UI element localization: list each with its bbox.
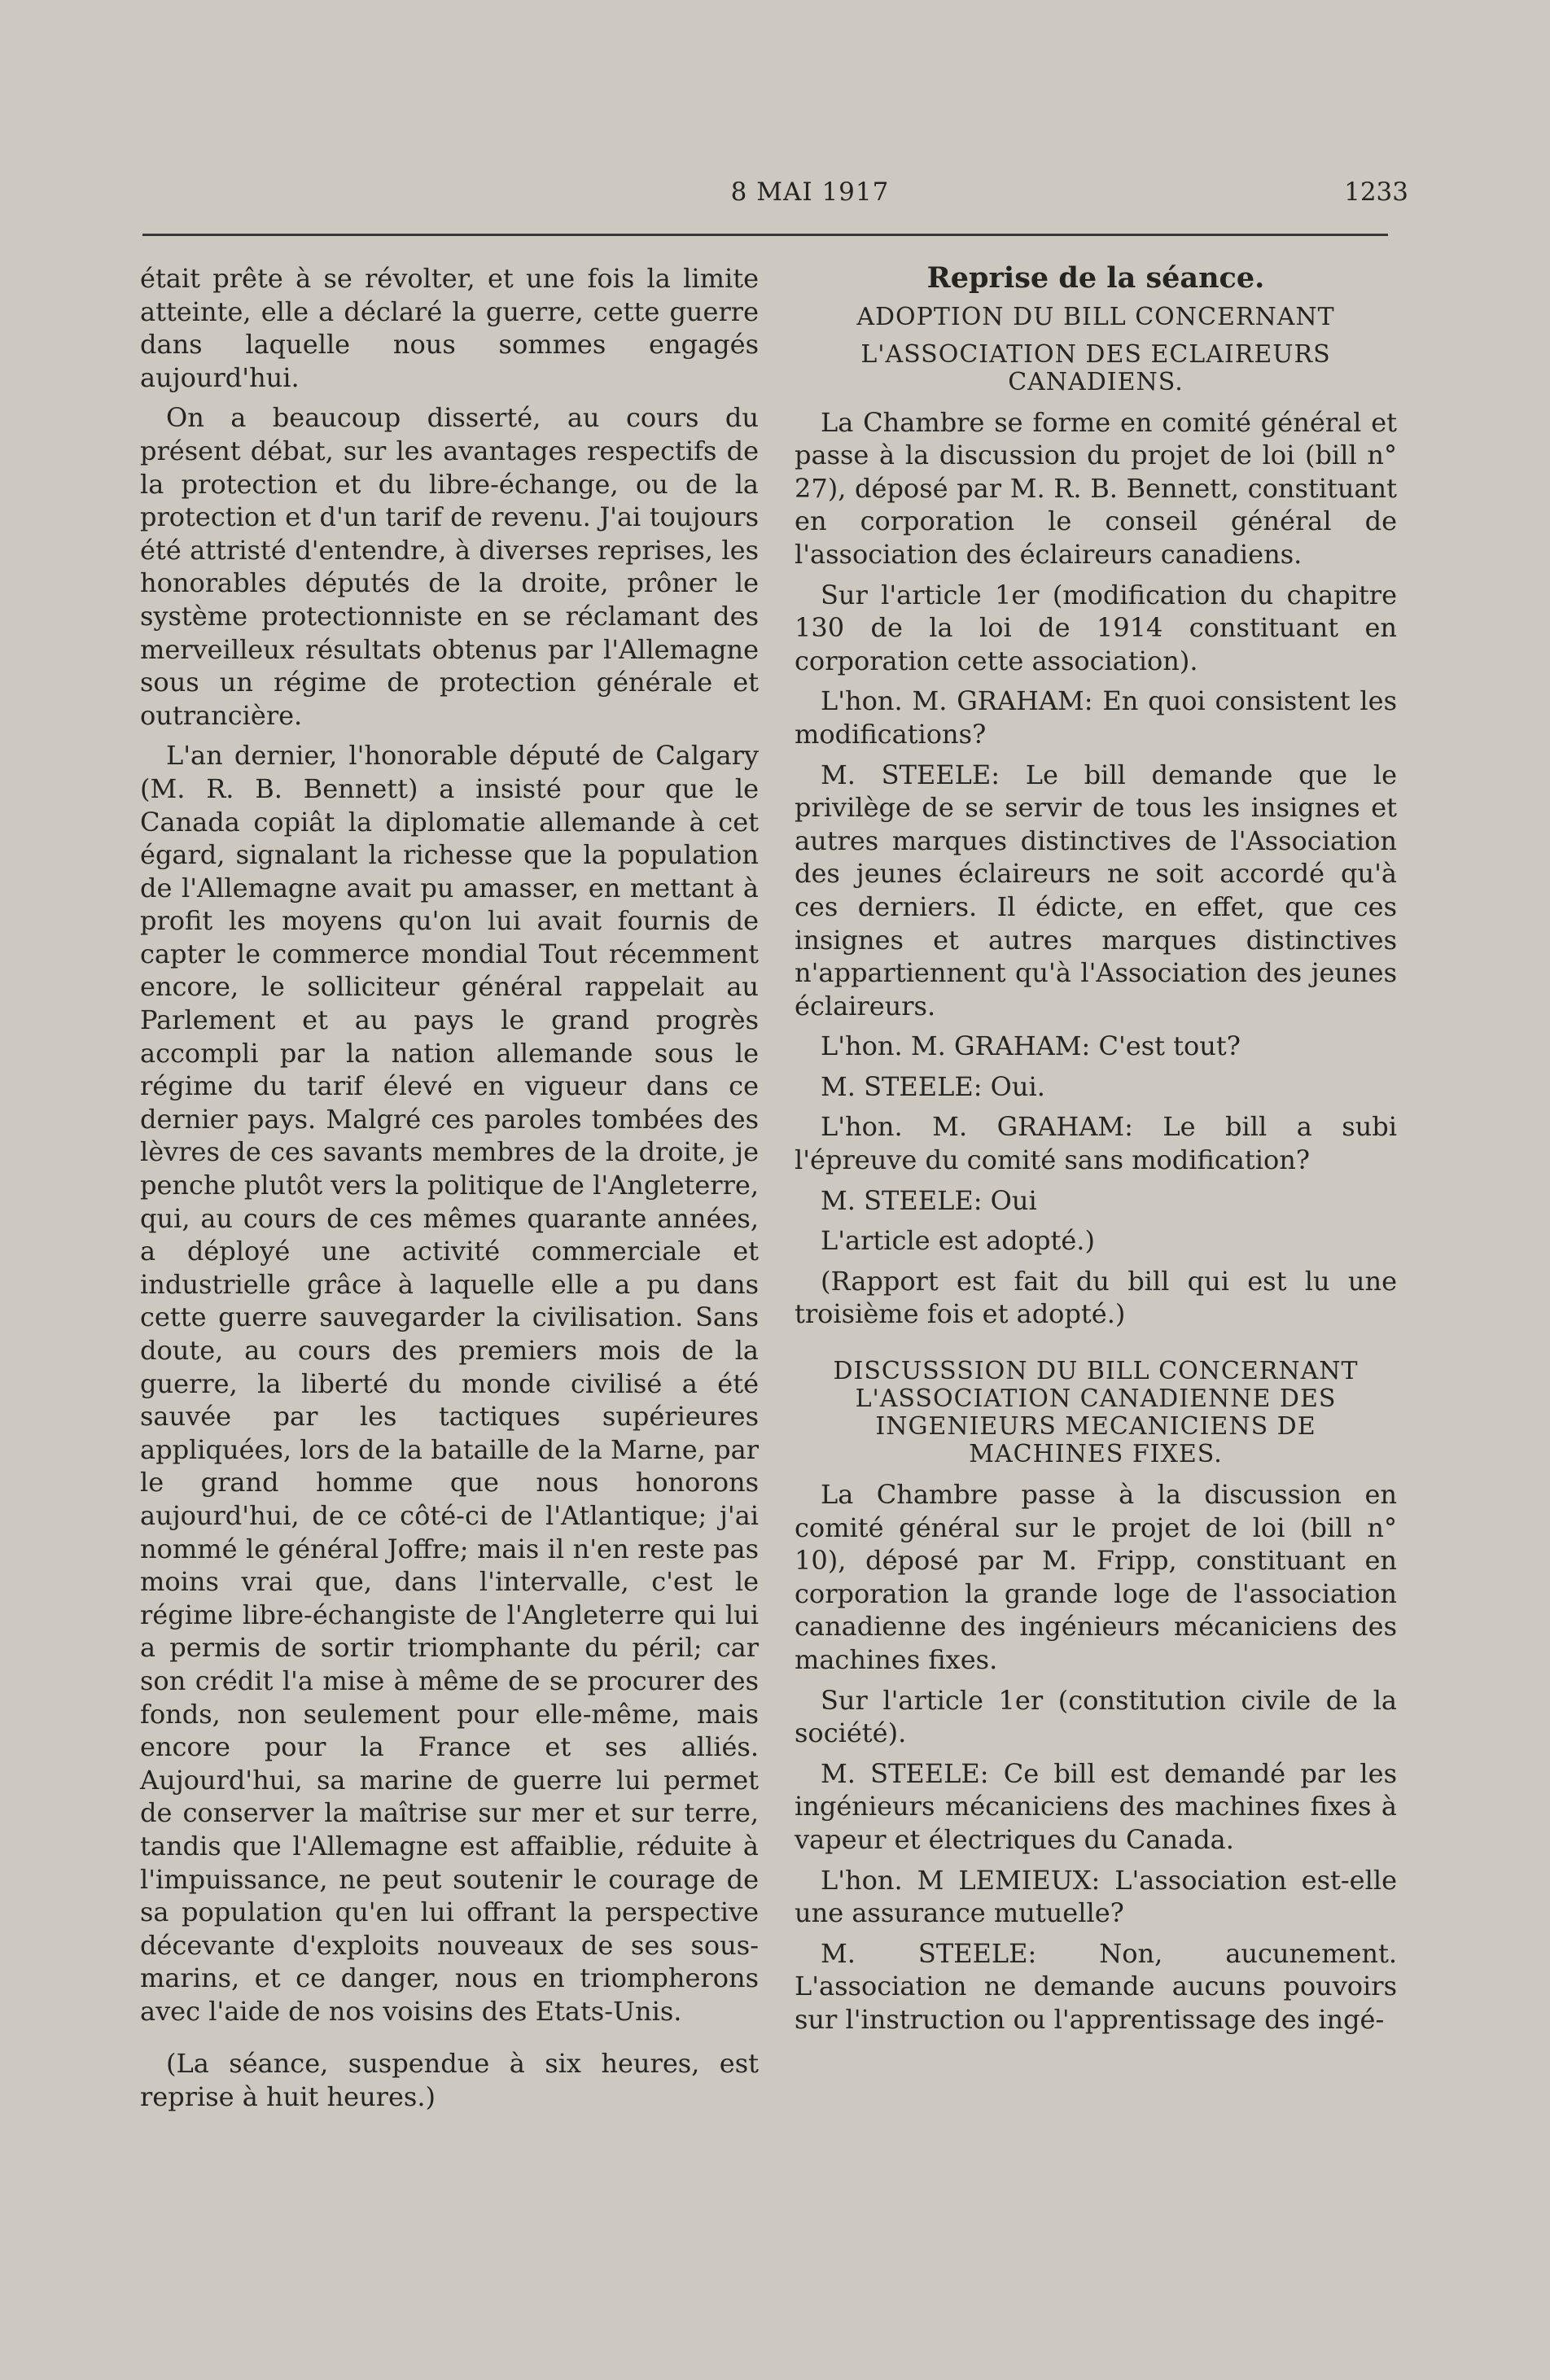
header-date: 8 MAI 1917 bbox=[730, 177, 890, 207]
paragraph: L'article est adopté.) bbox=[821, 1225, 1095, 1257]
paragraph: L'hon. M. GRAHAM: C'est tout? bbox=[821, 1030, 1241, 1062]
heading-association: L'ASSOCIATION DES ECLAIREURS CANADIENS. bbox=[860, 339, 1331, 396]
section-title: Reprise de la séance. bbox=[926, 261, 1265, 295]
paragraph: M. STEELE: Non, aucunement. L'association ne demande aucuns pouvoirs sur l'instruction ou l'apprentissage des ingé- bbox=[795, 1937, 1397, 2035]
paragraph: était prête à se révolter, et une fois la limite atteinte, elle a déclaré la guerre, cette guerre dans laquelle nous sommes engagés aujourd'hui. bbox=[140, 263, 759, 393]
paragraph: M. STEELE: Oui bbox=[821, 1184, 1037, 1216]
heading-discussion: DISCUSSSION DU BILL CONCERNANT L'ASSOCIATION CANADIENNE DES INGENIEURS MECANICIENS DE MACHINES FIXES. bbox=[833, 1357, 1359, 1469]
heading-adoption: ADOPTION DU BILL CONCERNANT bbox=[856, 302, 1335, 331]
session-note: (La séance, suspendue à six heures, est reprise à huit heures.) bbox=[140, 2048, 759, 2113]
paragraph: Sur l'article 1er (constitution civile de la société). bbox=[795, 1684, 1397, 1749]
paragraph: Sur l'article 1er (modification du chapitre 130 de la loi de 1914 constituant en corporation cette association). bbox=[795, 579, 1397, 676]
paragraph: L'hon. M LEMIEUX: L'association est-elle une assurance mutuelle? bbox=[795, 1864, 1397, 1929]
paragraph: La Chambre se forme en comité général et passe à la discussion du projet de loi (bill n° 27), déposé par M. R. B. Bennett, constituant en corporation le conseil général de l'association des éclaireurs canadiens. bbox=[795, 406, 1397, 570]
page-header bbox=[142, 177, 1408, 226]
paragraph: L'an dernier, l'honorable député de Calgary (M. R. B. Bennett) a insisté pour que le Canada copiât la diplomatie allemande à cet égard, signalant la richesse que la population de l'Allemagne avait pu amasser, en mettant à profit les moyens qu'on lui avait fournis de capter le commerce mondial Tout récemment encore, le solliciteur général rappelait au Parlement et au pays le grand progrès accompli par la nation allemande sous le régime du tarif élevé en vigueur dans ce dernier pays. Malgré ces paroles tombées des lèvres de ces savants membres de la droite, je penche plutôt vers la politique de l'Angleterre, qui, au cours de ces mêmes quarante années, a déployé une activité commerciale et industrielle grâce à laquelle elle a pu dans cette guerre sauvegarder la civilisation. Sans doute, au cours des premiers mois de la guerre, la liberté du monde civilisé a été sauvée par les tactiques supérieures appliquées, lors de la bataille de la Marne, par le grand homme que nous honorons aujourd'hui, de ce côté-ci de l'Atlantique; j'ai nommé le général Joffre; mais il n'en reste pas moins vrai que, dans l'intervalle, c'est le régime libre-échangiste de l'Angleterre qui lui a permis de sortir triomphante du péril; car son crédit l'a mise à même de se procurer des fonds, non seulement pour elle-même, mais encore pour la France et ses alliés. Aujourd'hui, sa marine de guerre lui permet de conserver la maîtrise sur mer et sur terre, tandis que l'Allemagne est affaiblie, réduite à l'impuissance, ne peut soutenir le courage de sa population qu'en lui offrant la perspective décevante d'exploits nouveaux de ses sous-marins, et ce danger, nous en triompherons avec l'aide de nos voisins des Etats-Unis. bbox=[140, 740, 759, 2027]
spacer bbox=[795, 1338, 1397, 1358]
paragraph: L'hon. M. GRAHAM: Le bill a subi l'épreuve du comité sans modification? bbox=[795, 1111, 1397, 1176]
paragraph: (Rapport est fait du bill qui est lu une troisième fois et adopté.) bbox=[795, 1265, 1397, 1330]
left-column bbox=[140, 262, 759, 2121]
paragraph: L'hon. M. GRAHAM: En quoi consistent les modifications? bbox=[795, 685, 1397, 750]
paragraph: La Chambre passe à la discussion en comité général sur le projet de loi (bill n° 10), déposé par M. Fripp, constituant en corporation la grande loge de l'association canadienne des ingénieurs mécaniciens des machines fixes. bbox=[795, 1479, 1397, 1675]
paragraph: On a beaucoup disserté, au cours du présent débat, sur les avantages respectifs de la protection et du libre-échange, ou de la protection et d'un tarif de revenu. J'ai toujours été attristé d'entendre, à diverses reprises, les honorables députés de la droite, prôner le système protectionniste en se réclamant des merveilleux résultats obtenus par l'Allemagne sous un régime de protection générale et outrancière. bbox=[140, 402, 759, 731]
page-number: 1233 bbox=[1344, 177, 1408, 207]
paragraph: M. STEELE: Oui. bbox=[821, 1070, 1045, 1102]
paragraph: M. STEELE: Ce bill est demandé par les ingénieurs mécaniciens des machines fixes à vapeur et électriques du Canada. bbox=[795, 1757, 1397, 1855]
paragraph: M. STEELE: Le bill demande que le privilège de se servir de tous les insignes et autres marques distinctives de l'Association des jeunes éclaireurs ne soit accordé qu'à ces derniers. Il édicte, en effet, que ces insignes et autres marques distinctives n'appartiennent qu'à l'Association des jeunes éclaireurs. bbox=[795, 759, 1397, 1022]
header-rule bbox=[142, 234, 1388, 236]
right-column bbox=[795, 262, 1397, 2044]
